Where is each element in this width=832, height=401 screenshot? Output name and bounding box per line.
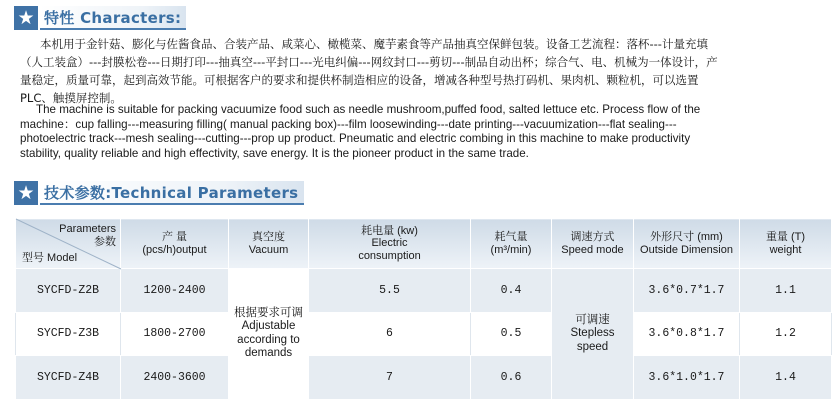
header-parameters-model: [16, 219, 121, 269]
header-vacuum: 真空度 Vacuum: [229, 219, 309, 269]
header-power: 耗电量 (kw) Electric consumption: [309, 219, 471, 269]
header-weight: 重量 (T) weight: [740, 219, 832, 269]
technical-parameters-title: 技术参数:Technical Parameters: [44, 183, 299, 202]
header-parameters-label: Parameters: [59, 223, 116, 235]
dimension-cell: 3.6*0.7*1.7: [634, 269, 740, 313]
header-model-label: 型号 Model: [22, 251, 78, 264]
vacuum-merged-cell: 根据要求可调 Adjustable according to demands: [229, 269, 309, 400]
star-icon: ★: [14, 181, 38, 205]
header-parameters-cn-label: 参数: [94, 236, 116, 248]
technical-parameters-section-header: [14, 181, 304, 205]
weight-cell: 1.2: [740, 312, 832, 356]
dimension-cell: 3.6*1.0*1.7: [634, 356, 740, 400]
model-cell: SYCFD-Z2B: [16, 269, 121, 313]
table-row: [16, 356, 832, 400]
table-row: [16, 312, 832, 356]
output-cell: 1200-2400: [121, 269, 229, 313]
star-icon: ★: [14, 6, 38, 30]
speed-merged-cell: 可调速 Stepless speed: [552, 269, 634, 400]
characters-en-paragraph: The machine is suitable for packing vacuumize food such as needle mushroom,puffed food, salted lettuce etc. Process flow of the machine：cup falling---measuring filling( manual packing box)---film loosewinding---date printing---vacuumization---flat sealing---photoelectric track---mesh sealing---cutting---prop up product. Pneumatic and electric combing in this machine to make productivity stability, quality reliable and high effectivity, save energy. It is the pioneer product in the same trade.: [20, 103, 701, 160]
air-cell: 0.5: [471, 312, 552, 356]
characters-section-header: [14, 6, 186, 30]
model-cell: SYCFD-Z4B: [16, 356, 121, 400]
model-cell: SYCFD-Z3B: [16, 312, 121, 356]
header-output: 产 量 (pcs/h)output: [121, 219, 229, 269]
technical-parameters-table: [15, 218, 832, 400]
characters-cn-paragraph: 本机用于金针菇、膨化与佐酱食品、合装产品、咸菜心、橄榄菜、魔芋素食等产品抽真空保鲜包装。设备工艺流程：落杯---计量充填（人工装盒）---封膜松卷---日期打印---抽真空---平封口---光电纠偏---网纹封口---剪切---制品自动出杯；综合气、电、机械为一体设计，产量稳定，质量可靠，起到高效节能。可根据客户的要求和提供杯制造相应的设备，增减各种型号热打码机、果肉机、颗粒机，可以选置PLC、触摸屏控制。: [20, 37, 718, 105]
power-cell: 6: [309, 312, 471, 356]
characters-title: 特性 Characters:: [44, 8, 182, 27]
table-row: [16, 269, 832, 313]
header-speed-mode: 调速方式 Speed mode: [552, 219, 634, 269]
output-cell: 1800-2700: [121, 312, 229, 356]
air-cell: 0.4: [471, 269, 552, 313]
header-air-consumption: 耗气量 (m³/min): [471, 219, 552, 269]
table-header-row: [16, 219, 832, 269]
dimension-cell: 3.6*0.8*1.7: [634, 312, 740, 356]
power-cell: 7: [309, 356, 471, 400]
air-cell: 0.6: [471, 356, 552, 400]
section-title-bar: [40, 181, 304, 205]
output-cell: 2400-3600: [121, 356, 229, 400]
weight-cell: 1.4: [740, 356, 832, 400]
weight-cell: 1.1: [740, 269, 832, 313]
section-title-bar: [40, 6, 186, 30]
header-dimension: 外形尺寸 (mm) Outside Dimension: [634, 219, 740, 269]
power-cell: 5.5: [309, 269, 471, 313]
